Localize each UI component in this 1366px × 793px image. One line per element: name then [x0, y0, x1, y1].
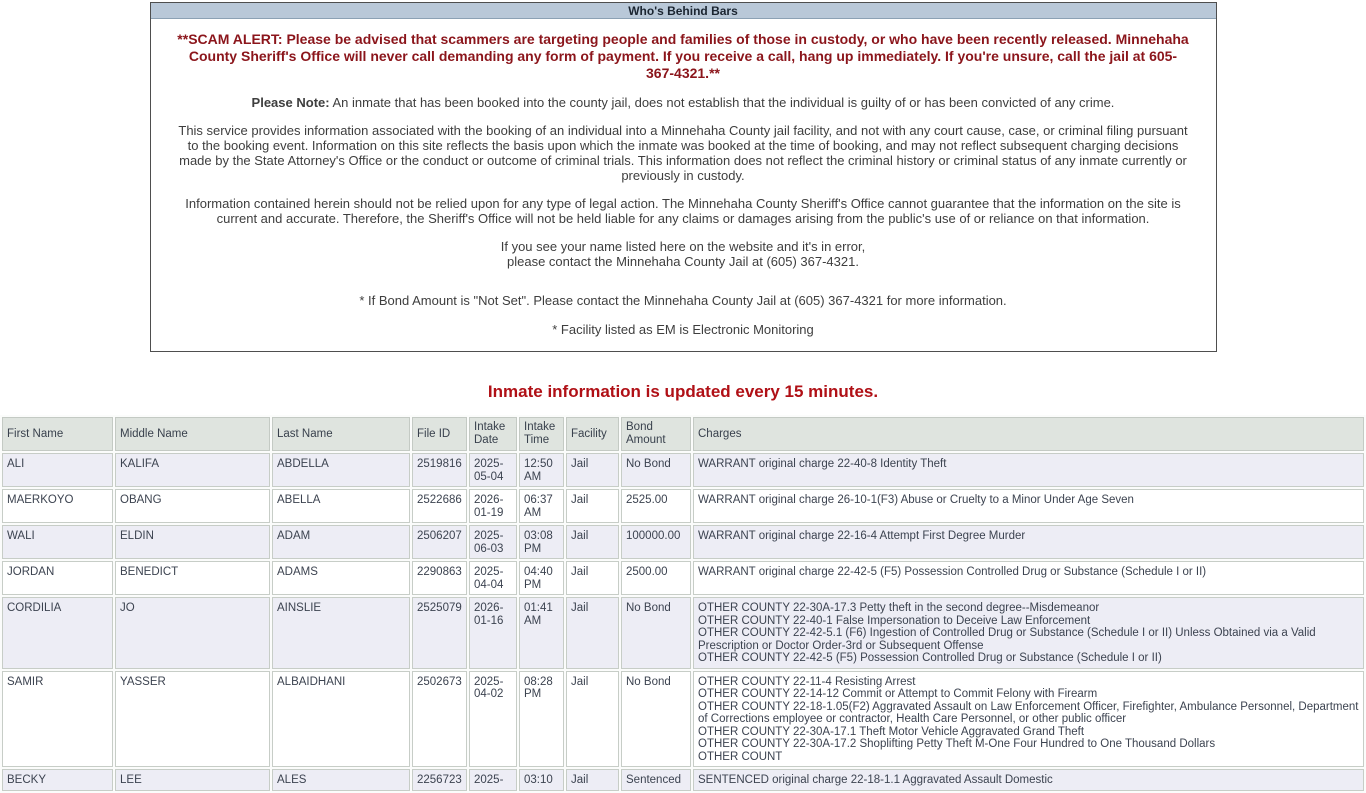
cell-file-id: 2506207 [412, 525, 467, 559]
table-row [2, 525, 1364, 559]
cell-intake-time: 08:28 PM [519, 671, 564, 768]
cell-file-id: 2256723 [412, 769, 467, 791]
charge-line: WARRANT original charge 22-40-8 Identity Theft [698, 458, 947, 470]
cell-charges [693, 561, 1364, 595]
bond-note: * If Bond Amount is "Not Set". Please contact the Minnehaha County Jail at (605) 367-4321 for more information. [359, 293, 1007, 308]
charge-line: OTHER COUNTY 22-11-4 Resisting Arrest [698, 675, 916, 688]
cell-last-name: ADAMS [272, 561, 410, 595]
cell-middle-name: KALIFA [115, 453, 270, 487]
table-header-row [2, 417, 1364, 451]
cell-facility: Jail [566, 453, 619, 487]
cell-middle-name: JO [115, 597, 270, 669]
cell-intake-time: 12:50 AM [519, 453, 564, 487]
cell-bond-amount: 100000.00 [621, 525, 691, 559]
cell-intake-time: 03:10 [519, 769, 564, 791]
cell-intake-date: 2025-05-04 [469, 453, 517, 487]
cell-facility: Jail [566, 769, 619, 791]
service-info-paragraph: This service provides information associated with the booking of an individual into a Minnehaha County jail facility, and not with any court cause, case, or criminal filing pursuant to the booking event. Information on this site reflects the basis upon which the inmate was booked at the time of booking, and may not reflect subsequent charging decisions made by the State Attorney's Office or the conduct or outcome of criminal trials. This information does not reflect the criminal history or criminal status of any inmate currently or previously in custody. [178, 123, 1188, 183]
column-header-intake-time: Intake Time [519, 417, 564, 451]
cell-bond-amount: 2525.00 [621, 489, 691, 523]
table-row [2, 561, 1364, 595]
column-header-first-name: First Name [2, 417, 113, 451]
cell-first-name: BECKY [2, 769, 113, 791]
cell-middle-name: LEE [115, 769, 270, 791]
charge-line: OTHER COUNTY 22-30A-17.2 Shoplifting Petty Theft M-One Four Hundred to One Thousand Dollars [698, 738, 1216, 750]
error-contact-paragraph [177, 239, 1190, 269]
cell-intake-time: 04:40 PM [519, 561, 564, 595]
charge-line: OTHER COUNTY 22-30A-17.3 Petty theft in the second degree--Misdemeanor [698, 602, 1100, 614]
cell-file-id: 2522686 [412, 489, 467, 523]
cell-first-name: MAERKOYO [2, 489, 113, 523]
cell-last-name: ABDELLA [272, 453, 410, 487]
cell-charges [693, 769, 1364, 791]
cell-file-id: 2502673 [412, 671, 467, 768]
cell-last-name: AINSLIE [272, 597, 410, 669]
cell-last-name: ALBAIDHANI [272, 671, 410, 768]
cell-charges [693, 597, 1364, 669]
cell-intake-date: 2025-04-04 [469, 561, 517, 595]
cell-last-name: ALES [272, 769, 410, 791]
charge-line: OTHER COUNTY 22-18-1.05(F2) Aggravated Assault on Law Enforcement Officer, Firefighter, Ambulance Personnel, Department of Corrections employee or contractor, Health Care Personnel, or other public officer [698, 700, 1359, 725]
table-row [2, 769, 1364, 791]
table-row [2, 453, 1364, 487]
facility-note: * Facility listed as EM is Electronic Monitoring [552, 322, 814, 337]
charge-line: OTHER COUNTY 22-30A-17.1 Theft Motor Vehicle Aggravated Grand Theft [698, 725, 1085, 738]
cell-middle-name: OBANG [115, 489, 270, 523]
please-note-text: An inmate that has been booked into the county jail, does not establish that the individual is guilty of or has been convicted of any crime. [332, 95, 1115, 110]
table-row [2, 597, 1364, 669]
charge-line: OTHER COUNTY 22-40-1 False Impersonation to Deceive Law Enforcement [698, 614, 1091, 627]
cell-first-name: JORDAN [2, 561, 113, 595]
cell-file-id: 2290863 [412, 561, 467, 595]
legal-info-paragraph: Information contained herein should not be relied upon for any type of legal action. The Minnehaha County Sheriff's Office cannot guarantee that the information on the site is current and accurate. Therefore, the Sheriff's Office will not be held liable for any claims or damages arising from the public's use of or reliance on that information. [185, 196, 1181, 226]
error-contact-line2: please contact the Minnehaha County Jail at (605) 367-4321. [507, 254, 859, 269]
please-note-paragraph [177, 95, 1190, 110]
cell-first-name: ALI [2, 453, 113, 487]
charge-line: WARRANT original charge 26-10-1(F3) Abuse or Cruelty to a Minor Under Age Seven [698, 494, 1134, 506]
cell-charges [693, 525, 1364, 559]
cell-bond-amount: 2500.00 [621, 561, 691, 595]
cell-file-id: 2525079 [412, 597, 467, 669]
inmate-table [0, 415, 1366, 793]
cell-facility: Jail [566, 525, 619, 559]
cell-intake-date: 2025- [469, 769, 517, 791]
cell-first-name: WALI [2, 525, 113, 559]
cell-charges [693, 489, 1364, 523]
cell-facility: Jail [566, 489, 619, 523]
page-title: Who's Behind Bars [151, 3, 1216, 19]
cell-charges [693, 671, 1364, 768]
cell-middle-name: ELDIN [115, 525, 270, 559]
charge-line: OTHER COUNTY 22-42-5.1 (F6) Ingestion of Controlled Drug or Substance (Schedule I or II) Unless Obtained via a Valid Prescription or Doctor Order-3rd or Subsequent Offense [698, 627, 1316, 652]
table-row [2, 671, 1364, 768]
cell-middle-name: YASSER [115, 671, 270, 768]
table-row [2, 489, 1364, 523]
cell-facility: Jail [566, 561, 619, 595]
column-header-middle-name: Middle Name [115, 417, 270, 451]
cell-intake-date: 2025-06-03 [469, 525, 517, 559]
charge-line: OTHER COUNT [698, 750, 783, 763]
cell-bond-amount: No Bond [621, 597, 691, 669]
cell-bond-amount: No Bond [621, 453, 691, 487]
charge-line: SENTENCED original charge 22-18-1.1 Aggravated Assault Domestic [698, 774, 1053, 786]
cell-bond-amount: No Bond [621, 671, 691, 768]
column-header-last-name: Last Name [272, 417, 410, 451]
charge-line: WARRANT original charge 22-42-5 (F5) Possession Controlled Drug or Substance (Schedule I or II) [698, 566, 1207, 578]
cell-intake-time: 01:41 AM [519, 597, 564, 669]
page [0, 2, 1366, 793]
column-header-intake-date: Intake Date [469, 417, 517, 451]
column-header-file-id: File ID [412, 417, 467, 451]
cell-bond-amount: Sentenced [621, 769, 691, 791]
please-note-label: Please Note: [251, 95, 330, 110]
cell-first-name: SAMIR [2, 671, 113, 768]
cell-facility: Jail [566, 597, 619, 669]
cell-intake-date: 2025-04-02 [469, 671, 517, 768]
update-notice: Inmate information is updated every 15 minutes. [487, 382, 879, 401]
disclaimer-content [151, 19, 1216, 351]
cell-first-name: CORDILIA [2, 597, 113, 669]
scam-alert-text: **SCAM ALERT: Please be advised that scammers are targeting people and families of those in custody, or who have been recently released. Minnehaha County Sheriff's Office will never call demanding any form of payment. If you receive a call, hang up immediately. If you're unsure, call the jail at 605-367-4321.** [177, 31, 1189, 81]
cell-last-name: ADAM [272, 525, 410, 559]
cell-intake-date: 2026-01-16 [469, 597, 517, 669]
column-header-bond-amount: Bond Amount [621, 417, 691, 451]
cell-last-name: ABELLA [272, 489, 410, 523]
charge-line: WARRANT original charge 22-16-4 Attempt First Degree Murder [698, 530, 1026, 542]
cell-file-id: 2519816 [412, 453, 467, 487]
cell-facility: Jail [566, 671, 619, 768]
cell-intake-time: 03:08 PM [519, 525, 564, 559]
error-contact-line1: If you see your name listed here on the website and it's in error, [500, 239, 866, 254]
column-header-facility: Facility [566, 417, 619, 451]
disclaimer-box [150, 2, 1217, 352]
cell-intake-date: 2026-01-19 [469, 489, 517, 523]
column-header-charges: Charges [693, 417, 1364, 451]
cell-charges [693, 453, 1364, 487]
cell-intake-time: 06:37 AM [519, 489, 564, 523]
charge-line: OTHER COUNTY 22-14-12 Commit or Attempt to Commit Felony with Firearm [698, 688, 1098, 700]
charge-line: OTHER COUNTY 22-42-5 (F5) Possession Controlled Drug or Substance (Schedule I or II) [698, 652, 1162, 664]
cell-middle-name: BENEDICT [115, 561, 270, 595]
